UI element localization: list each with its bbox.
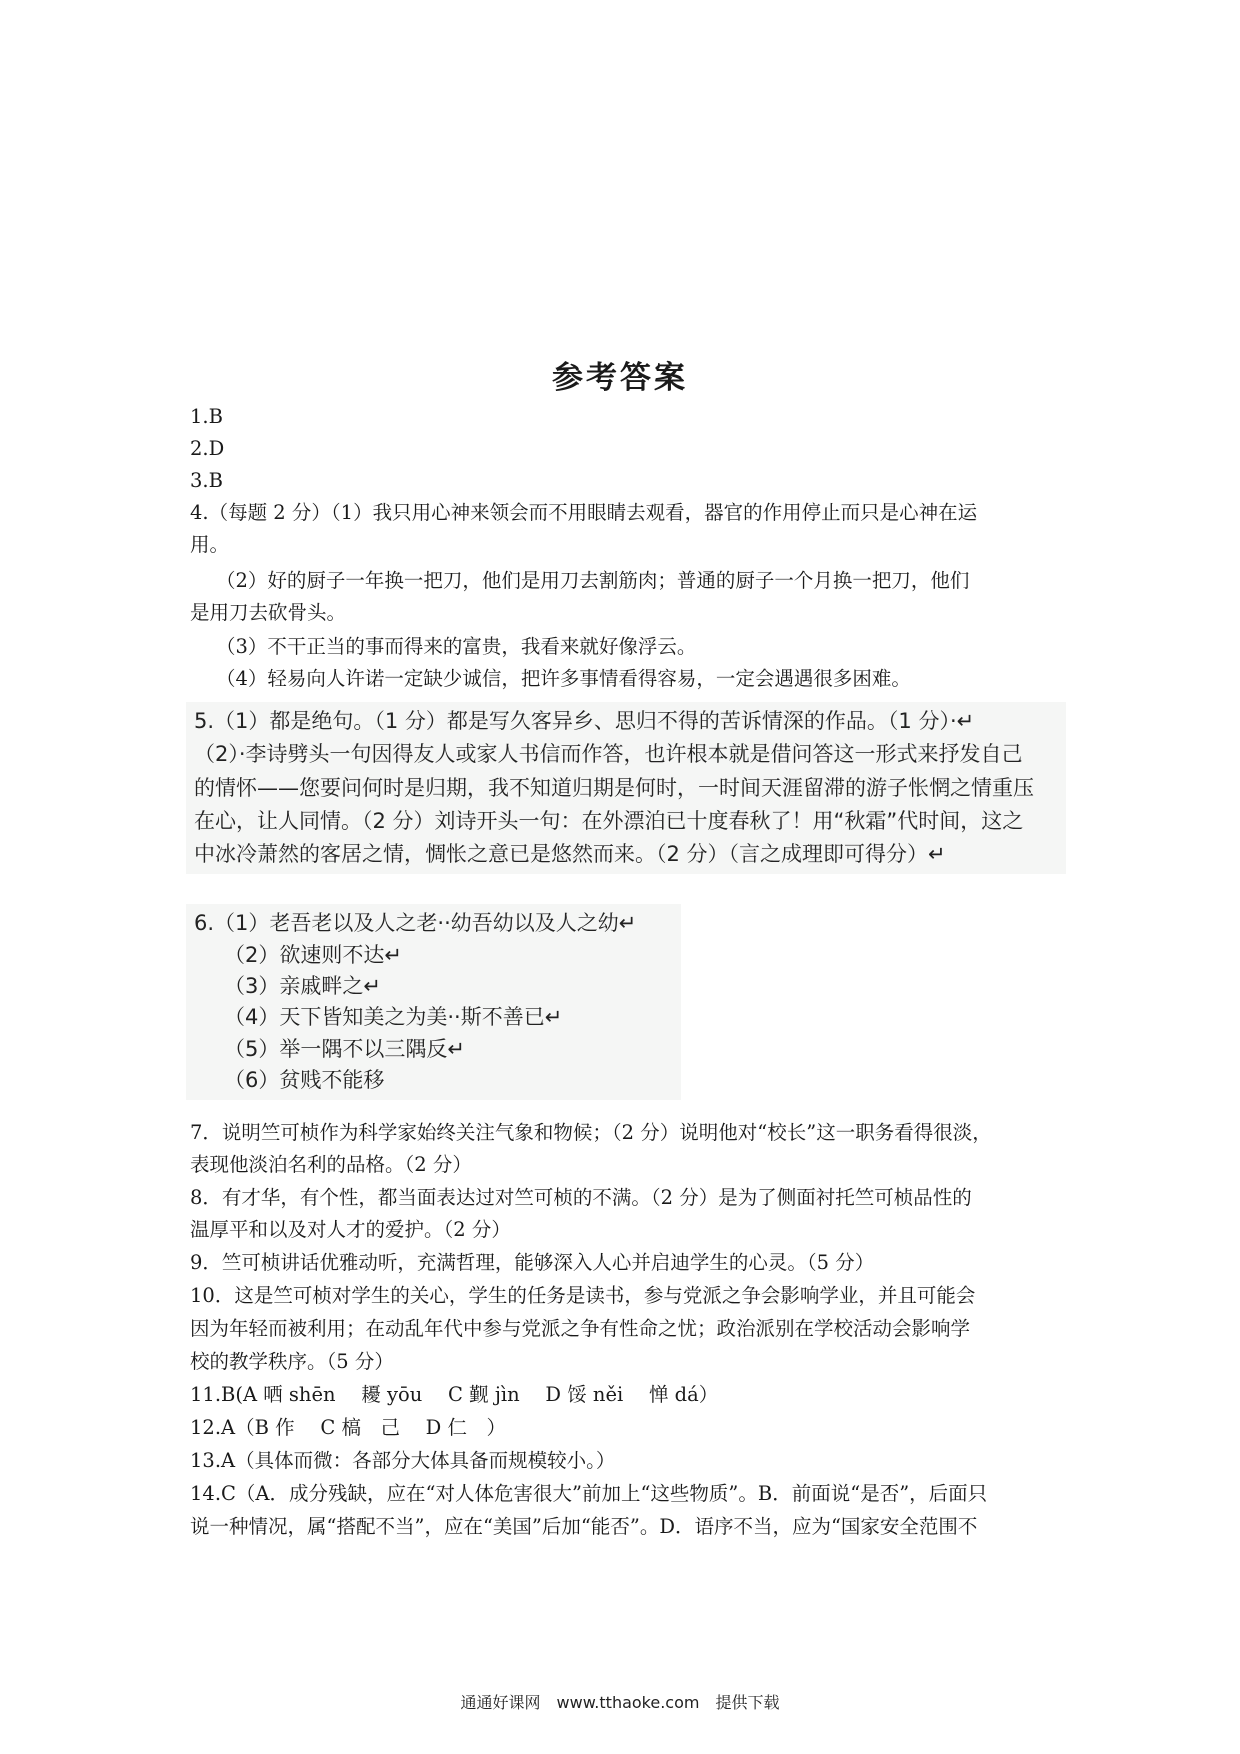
- answer-line: （3）不干正当的事而得来的富贵，我看来就好像浮云。: [216, 635, 697, 658]
- answer-line: （4）轻易向人许诺一定缺少诚信，把许多事情看得容易，一定会遇遇很多困难。: [216, 667, 911, 690]
- answer-line: 说一种情况，属“搭配不当”，应在“美国”后加“能否”。D．语序不当，应为“国家安全范围不: [190, 1515, 978, 1538]
- q6-scan-block: [186, 904, 681, 1100]
- q5-line: 的情怀——您要问何时是归期，我不知道归期是何时，一时间天涯留滞的游子怅惘之情重压: [194, 776, 1034, 800]
- q5-line: 在心，让人同情。（2 分）刘诗开头一句：在外漂泊已十度春秋了！用“秋霜”代时间，这之: [194, 809, 1024, 833]
- answer-line: 用。: [190, 533, 230, 556]
- answer-line: 12.A（B 作 C 槁 己 D 仁 ）: [190, 1416, 506, 1439]
- q6-line: （2）欲速则不达↵: [224, 943, 402, 967]
- q6-line: （6）贫贱不能移: [224, 1068, 385, 1092]
- answer-line: 11.B(A 哂 shēn 耰 yōu C 觐 jìn D 馁 něi 惮 dá）: [190, 1383, 719, 1406]
- answers-top: [190, 402, 1060, 692]
- answer-line: 10．这是竺可桢对学生的关心，学生的任务是读书，参与党派之争会影响学业，并且可能会: [190, 1284, 976, 1307]
- answer-line: （2）好的厨子一年换一把刀，他们是用刀去割筋肉；普通的厨子一个月换一把刀，他们: [216, 569, 970, 592]
- answer-line: 温厚平和以及对人才的爱护。（2 分）: [190, 1218, 511, 1241]
- answer-line: 1.B: [190, 405, 223, 428]
- answer-line: 表现他淡泊名利的品格。（2 分）: [190, 1153, 472, 1176]
- q5-scan-block: [186, 702, 1066, 874]
- page-title: 参考答案: [552, 360, 688, 396]
- q5-line: （2）·李诗劈头一句因得友人或家人书信而作答，也许根本就是借问答这一形式来抒发自己: [194, 742, 1023, 766]
- q6-line: （3）亲戚畔之↵: [224, 974, 381, 998]
- answer-line: 14.C（A．成分残缺，应在“对人体危害很大”前加上“这些物质”。B．前面说“是否”，后面只: [190, 1482, 988, 1505]
- page-footer: 通通好课网 www.tthaoke.com 提供下载: [460, 1693, 780, 1712]
- q5-line: 5.（1）都是绝句。（1 分）都是写久客异乡、思归不得的苦诉情深的作品。（1 分）·↵: [194, 709, 975, 733]
- answer-line: 因为年轻而被利用；在动乱年代中参与党派之争有性命之忧；政治派别在学校活动会影响学: [190, 1317, 971, 1340]
- q6-line: 6.（1）老吾老以及人之老··幼吾幼以及人之幼↵: [194, 911, 637, 935]
- q5-line: 中冰冷萧然的客居之情，惆怅之意已是悠然而来。（2 分）（言之成理即可得分）↵: [194, 842, 946, 866]
- answers-bottom: [190, 1118, 1060, 1558]
- answer-line: 13.A（具体而微：各部分大体具备而规模较小。）: [190, 1449, 616, 1472]
- answer-line: 9．竺可桢讲话优雅动听，充满哲理，能够深入人心并启迪学生的心灵。（5 分）: [190, 1251, 875, 1274]
- answer-line: 4.（每题 2 分）（1）我只用心神来领会而不用眼睛去观看，器官的作用停止而只是心神在运: [190, 501, 978, 524]
- answer-line: 3.B: [190, 469, 223, 492]
- answer-line: 是用刀去砍骨头。: [190, 601, 347, 624]
- answer-line: 7．说明竺可桢作为科学家始终关注气象和物候；（2 分）说明他对“校长”这一职务看得很淡，: [190, 1121, 992, 1144]
- q6-line: （4）天下皆知美之为美··斯不善已↵: [224, 1005, 563, 1029]
- answer-line: 2.D: [190, 437, 225, 460]
- answer-line: 校的教学秩序。（5 分）: [190, 1350, 394, 1373]
- answer-line: 8．有才华，有个性，都当面表达过对竺可桢的不满。（2 分）是为了侧面衬托竺可桢品性的: [190, 1186, 972, 1209]
- q6-line: （5）举一隅不以三隅反↵: [224, 1037, 465, 1061]
